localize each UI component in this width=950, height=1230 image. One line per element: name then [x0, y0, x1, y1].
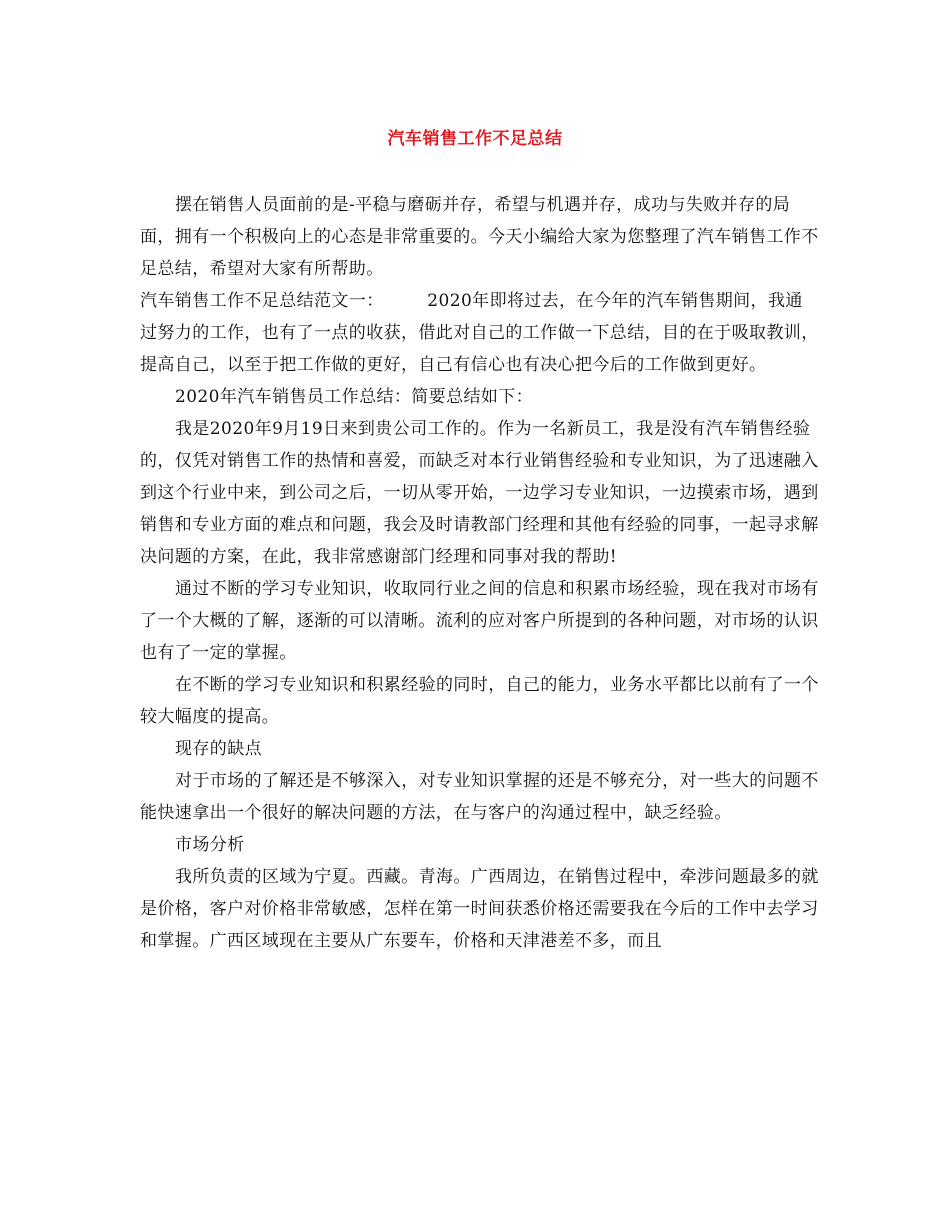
section-heading-shortcomings: 现存的缺点 — [175, 739, 262, 759]
paragraph-sample-one: 汽车销售工作不足总结范文一： 2020年即将过去，在今年的汽车销售期间，我通过努力的工作，也有了一点的收获，借此对自己的工作做一下总结，目的在于吸取教训，提高自己，以至于把工作做的更好，自己有信心也有决心把今后的工作做到更好。 — [140, 291, 819, 375]
paragraph-market-analysis: 我所负责的区域为宁夏。西藏。青海。广西周边，在销售过程中，牵涉问题最多的就是价格，客户对价格非常敏感，怎样在第一时间获悉价格还需要我在今后的工作中去学习和掌握。广西区域现在主要从广东要车，价格和天津港差不多，而且 — [140, 867, 819, 951]
document-body — [140, 189, 820, 957]
paragraph-intro: 摆在销售人员面前的是-平稳与磨砺并存，希望与机遇并存，成功与失败并存的局面，拥有一个积极向上的心态是非常重要的。今天小编给大家为您整理了汽车销售工作不足总结，希望对大家有所帮助。 — [140, 195, 819, 279]
paragraph-learning: 通过不断的学习专业知识，收取同行业之间的信息和积累市场经验，现在我对市场有了一个大概的了解，逐渐的可以清晰。流利的应对客户所提到的各种问题，对市场的认识也有了一定的掌握。 — [140, 579, 819, 663]
document-title: 汽车销售工作不足总结 — [387, 129, 563, 149]
paragraph-summary-heading: 2020年汽车销售员工作总结：简要总结如下： — [175, 387, 534, 407]
section-heading-market-analysis: 市场分析 — [175, 835, 245, 855]
paragraph-shortcomings: 对于市场的了解还是不够深入，对专业知识掌握的还是不够充分，对一些大的问题不能快速拿出一个很好的解决问题的方法，在与客户的沟通过程中，缺乏经验。 — [140, 771, 819, 823]
paragraph-improvement: 在不断的学习专业知识和积累经验的同时，自己的能力，业务水平都比以前有了一个较大幅度的提高。 — [140, 675, 819, 727]
paragraph-background: 我是2020年9月19日来到贵公司工作的。作为一名新员工，我是没有汽车销售经验的，仅凭对销售工作的热情和喜爱，而缺乏对本行业销售经验和专业知识，为了迅速融入到这个行业中来，到公司之后，一切从零开始，一边学习专业知识，一边摸索市场，遇到销售和专业方面的难点和问题，我会及时请教部门经理和其他有经验的同事，一起寻求解决问题的方案，在此，我非常感谢部门经理和同事对我的帮助! — [140, 419, 819, 567]
